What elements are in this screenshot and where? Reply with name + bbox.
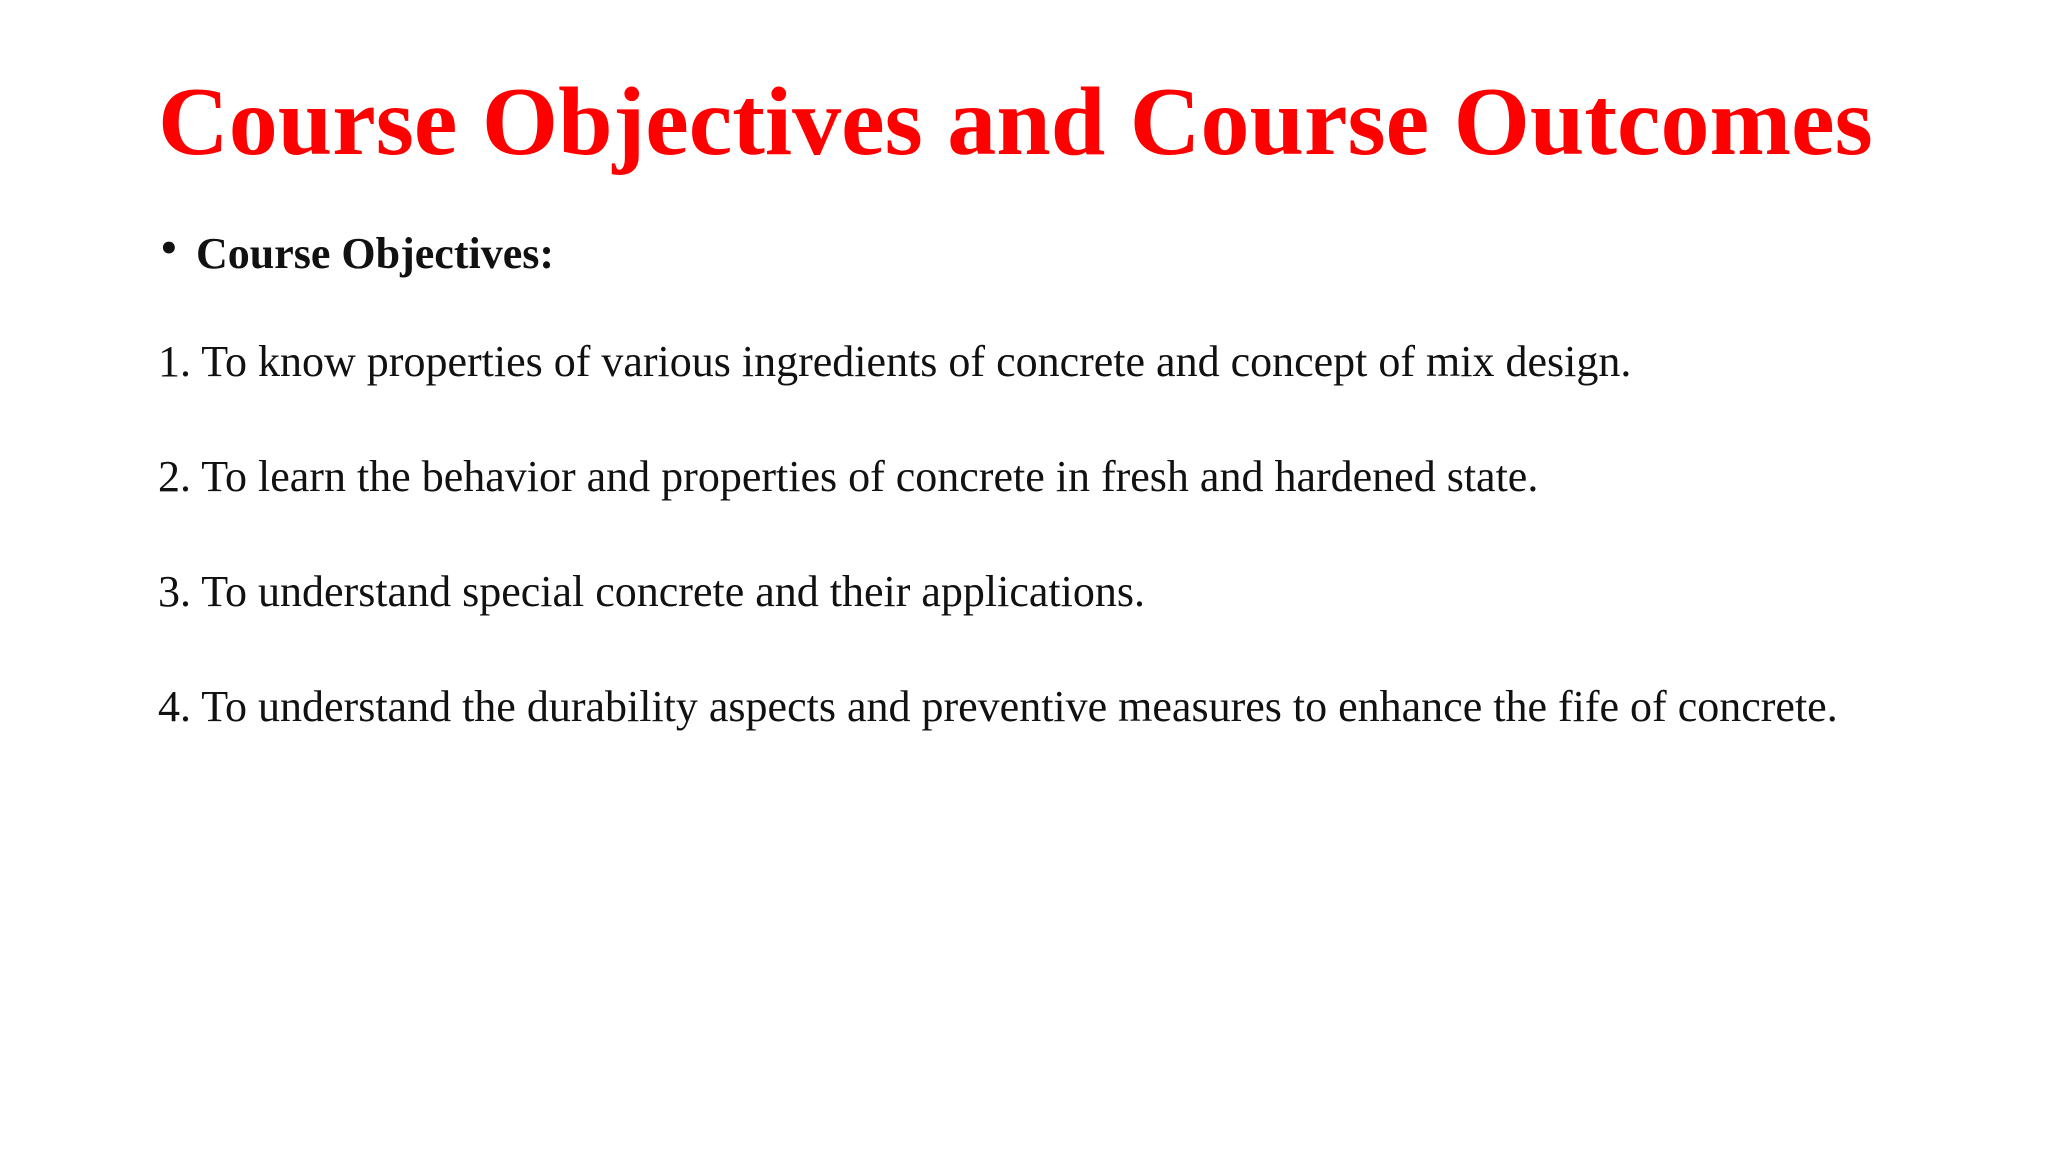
slide-title: Course Objectives and Course Outcomes bbox=[158, 68, 1873, 176]
objective-item-2: 2. To learn the behavior and properties of concrete in fresh and hardened state. bbox=[158, 452, 1539, 501]
objective-item-4: 4. To understand the durability aspects and preventive measures to enhance the fife of concrete. bbox=[158, 682, 1838, 731]
objective-item-3: 3. To understand special concrete and their applications. bbox=[158, 567, 1145, 616]
objectives-list bbox=[158, 336, 1838, 796]
objective-item-1: 1. To know properties of various ingredients of concrete and concept of mix design. bbox=[158, 337, 1632, 386]
section-heading: Course Objectives: bbox=[196, 229, 555, 278]
section-heading-row bbox=[158, 228, 554, 279]
bullet-icon: • bbox=[158, 229, 180, 269]
